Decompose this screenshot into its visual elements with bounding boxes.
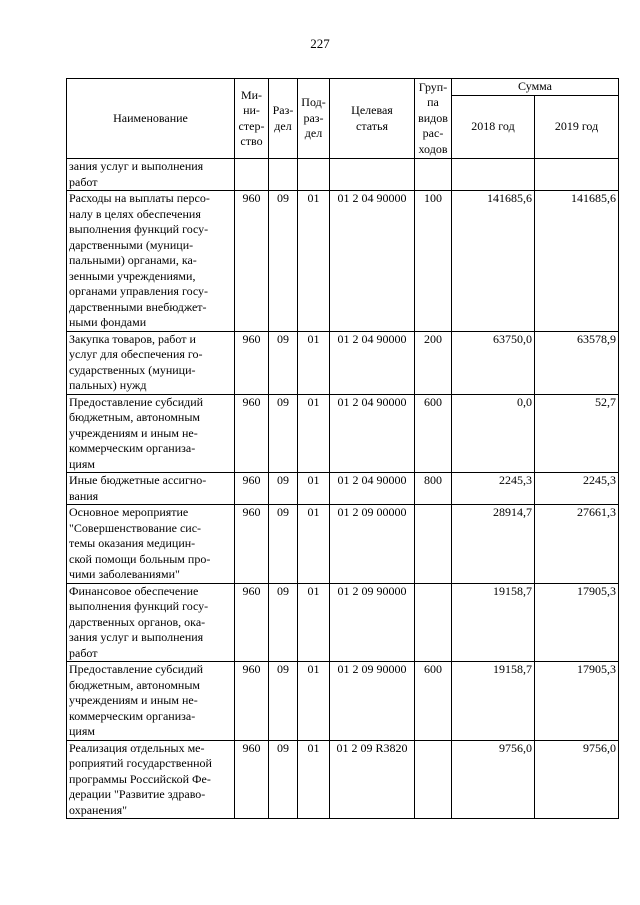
header-year-2019: 2019 год [535,96,619,159]
row-sum-2019: 52,7 [535,394,619,473]
row-sum-2019: 17905,3 [535,662,619,741]
row-section: 09 [269,191,298,332]
row-target: 01 2 04 90000 [330,331,415,394]
row-group: 600 [415,394,452,473]
row-ministry: 960 [235,583,269,662]
row-sum-2019: 63578,9 [535,331,619,394]
row-sum-2019 [535,159,619,191]
table-row [67,740,619,819]
row-name: Расходы на выплаты персо- налу в целях обеспечения выполнения функций госу- дарственными (муници- пальными) органами, ка- зенными учреждениями, органами управления госу- дарственными внебюджет- ными фондами [67,191,235,332]
row-ministry: 960 [235,505,269,584]
row-sum-2019: 27661,3 [535,505,619,584]
row-group [415,159,452,191]
row-sum-2018: 141685,6 [452,191,535,332]
row-name: Основное мероприятие "Совершенствование сис- темы оказания медицин- ской помощи больным про- чими заболеваниями" [67,505,235,584]
header-sum: Сумма [452,79,619,96]
row-sum-2019: 141685,6 [535,191,619,332]
row-section: 09 [269,331,298,394]
row-sum-2019: 2245,3 [535,473,619,505]
row-section: 09 [269,662,298,741]
table-row [67,583,619,662]
row-group [415,583,452,662]
row-name: Закупка товаров, работ и услуг для обеспечения го- сударственных (муници- пальных) нужд [67,331,235,394]
row-name: Предоставление субсидий бюджетным, автономным учреждениям и иным не- коммерческим организа- циям [67,662,235,741]
row-subsection: 01 [298,583,330,662]
row-ministry: 960 [235,740,269,819]
row-target: 01 2 04 90000 [330,191,415,332]
row-section [269,159,298,191]
row-subsection: 01 [298,473,330,505]
row-group: 600 [415,662,452,741]
row-sum-2018 [452,159,535,191]
row-target: 01 2 09 00000 [330,505,415,584]
table-row [67,662,619,741]
row-sum-2018: 2245,3 [452,473,535,505]
row-subsection: 01 [298,394,330,473]
header-section: Раз- дел [269,79,298,159]
row-name: Реализация отдельных ме- роприятий государственной программы Российской Фе- дерации "Развитие здраво- охранения" [67,740,235,819]
row-sum-2019: 17905,3 [535,583,619,662]
row-sum-2018: 63750,0 [452,331,535,394]
row-group: 800 [415,473,452,505]
row-target [330,159,415,191]
table-row [67,159,619,191]
row-sum-2018: 19158,7 [452,662,535,741]
table-row [67,331,619,394]
row-section: 09 [269,740,298,819]
page-number: 227 [310,36,330,51]
row-sum-2018: 9756,0 [452,740,535,819]
row-ministry [235,159,269,191]
table-row [67,473,619,505]
row-name: Финансовое обеспечение выполнения функций госу- дарственных органов, ока- зания услуг и выполнения работ [67,583,235,662]
row-section: 09 [269,583,298,662]
row-target: 01 2 04 90000 [330,473,415,505]
row-ministry: 960 [235,331,269,394]
row-subsection: 01 [298,740,330,819]
row-group: 100 [415,191,452,332]
header-year-2018: 2018 год [452,96,535,159]
row-ministry: 960 [235,394,269,473]
row-target: 01 2 09 R3820 [330,740,415,819]
table-row [67,191,619,332]
header-target: Целевая статья [330,79,415,159]
budget-table [66,78,619,819]
row-ministry: 960 [235,662,269,741]
row-subsection: 01 [298,662,330,741]
row-section: 09 [269,394,298,473]
header-ministry: Ми- ни- стер- ство [235,79,269,159]
row-group [415,505,452,584]
row-subsection: 01 [298,331,330,394]
row-subsection: 01 [298,191,330,332]
row-sum-2018: 19158,7 [452,583,535,662]
row-target: 01 2 09 90000 [330,583,415,662]
row-name: зания услуг и выполнения работ [67,159,235,191]
row-sum-2018: 0,0 [452,394,535,473]
row-section: 09 [269,505,298,584]
row-subsection: 01 [298,505,330,584]
table-row [67,505,619,584]
header-expense-group: Груп- па видов рас- ходов [415,79,452,159]
row-sum-2018: 28914,7 [452,505,535,584]
row-target: 01 2 04 90000 [330,394,415,473]
row-ministry: 960 [235,191,269,332]
row-name: Иные бюджетные ассигно- вания [67,473,235,505]
header-subsection: Под- раз- дел [298,79,330,159]
row-sum-2019: 9756,0 [535,740,619,819]
row-target: 01 2 09 90000 [330,662,415,741]
row-name: Предоставление субсидий бюджетным, автономным учреждениям и иным не- коммерческим организа- циям [67,394,235,473]
row-group [415,740,452,819]
header-name: Наименование [67,79,235,159]
table-row [67,394,619,473]
row-group: 200 [415,331,452,394]
row-section: 09 [269,473,298,505]
row-ministry: 960 [235,473,269,505]
row-subsection [298,159,330,191]
